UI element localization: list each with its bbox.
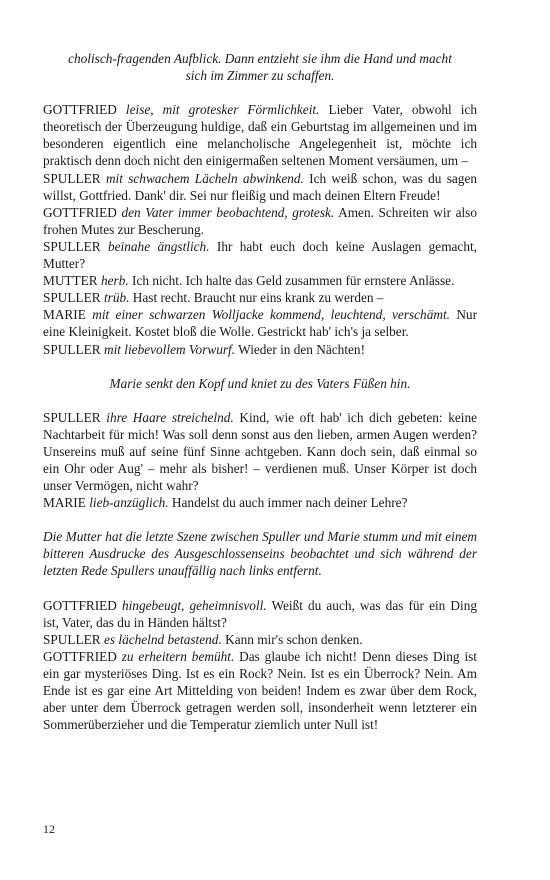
speech-block [43,238,477,272]
speaker-name: MUTTER [43,273,98,289]
speaker-name: GOTTFRIED [43,204,117,220]
speaker-name: SPULLER [43,170,101,186]
speech-block [43,101,477,169]
stage-line: cholisch-fragenden Aufblick. Dann entzieht sie ihm die Hand und macht [68,51,452,66]
speaker-name: GOTTFRIED [43,102,117,118]
speech-direction: lieb-anzüglich. [89,495,169,511]
speech-direction: beinahe ängstlich. [108,238,210,254]
stage-direction [43,50,477,84]
speech-text: Kind, wie oft hab' ich dich gebeten: keine Nachtarbeit für mich! Was soll denn sonst aus den lieben, armen Augen werden? Unsereins muß auf seine fünf Sinne achtgeben. Kann doch sein, daß einmal so ein Ohr oder Aug' – mehr als bisher! – verdienen muß. Unser Körper ist doch unser Vermögen, nicht wahr? [43,409,477,494]
speech-block [43,409,477,494]
speech-direction: den Vater immer beobachtend, grotesk. [121,204,335,220]
speech-block [43,204,477,238]
speaker-name: SPULLER [43,409,101,425]
speech-block [43,494,477,511]
speech-direction: leise, mit grotesker Förmlichkeit. [125,102,320,118]
speech-text: Nur eine Kleinigkeit. Kostet bloß die Wolle. Gestrickt hab' ich's ja selber. [43,307,478,340]
text-body [43,50,477,733]
speaker-name: GOTTFRIED [43,597,117,613]
speech-direction: mit einer schwarzen Wolljacke kommend, leuchtend, verschämt. [92,307,450,323]
speech-direction: trüb. [103,290,130,306]
speech-text: Handelst du auch immer nach deiner Lehre? [171,495,408,511]
speech-block [43,341,477,358]
stage-line: Die Mutter hat die letzte Szene zwischen Spuller und Marie stumm und mit einem bitteren Ausdrucke des Ausgeschlossenseins beobachtet und sich während der letzten Rede Spullers unauffällig nach links entfernt. [43,529,477,579]
speech-block [43,648,477,733]
speaker-name: SPULLER [43,631,101,647]
speech-text: Das glaube ich nicht! Denn dieses Ding ist ein gar mysteriöses Ding. Ist es ein Rock? Nein. Ist es ein Überrock? Nein. Am Ende ist es gar eine Art Mittelding von beiden! Indem es zwar über dem Rock, aber unter dem Überrock getragen werden soll, insonderheit wenn letzterer ein Sommerüberzieher und die Temperatur ziemlich unter Null ist! [43,648,478,733]
speech-direction: zu erheitern bemüht. [121,648,235,664]
speaker-name: MARIE [43,495,86,511]
speech-text: Ihr habt euch doch keine Auslagen gemacht, Mutter? [43,238,478,272]
speech-direction: herb. [101,273,129,289]
speaker-name: MARIE [43,307,86,323]
stage-line: sich im Zimmer zu schaffen. [185,68,335,84]
speech-text: Ich weiß schon, was du sagen willst, Gottfried. Dank' dir. Sei nur fleißig und mach deinen Eltern Freude! [43,170,478,203]
speaker-name: GOTTFRIED [43,648,117,664]
speech-text: Hast recht. Braucht nur eins krank zu werden – [132,290,384,306]
speech-direction: hingebeugt, geheimnisvoll. [121,597,267,613]
speech-text: Wieder in den Nächten! [238,341,366,357]
stage-direction [43,375,477,392]
speech-direction: mit liebevollem Vorwurf. [103,341,236,357]
speech-direction: ihre Haare streichelnd. [106,409,234,425]
speech-block [43,170,477,204]
speech-text: Amen. Schreiten wir also frohen Mutes zur Bescherung. [43,204,477,237]
speech-text: Weißt du auch, was das für ein Ding ist, Vater, das du in Händen hältst? [43,597,477,630]
speech-block [43,631,477,648]
speaker-name: SPULLER [43,341,101,357]
speech-direction: es lächelnd betastend. [103,631,222,647]
speech-text: Kann mir's schon denken. [225,631,363,647]
speaker-name: SPULLER [43,290,101,306]
speech-text: Lieber Vater, obwohl ich theoretisch der Überzeugung huldige, daß ein Geburtstag im allgemeinen und im besonderen eigentlich eine melancholische Angelegenheit ist, möchte ich praktisch denn doch nicht den einigermaßen seltenen Moment versäumen, um – [43,102,477,169]
stage-line: Marie senkt den Kopf und kniet zu des Vaters Füßen hin. [109,375,411,391]
stage-direction [43,528,477,579]
speech-block [43,272,477,289]
speech-block [43,306,477,340]
speech-block [43,289,477,306]
speech-text: Ich nicht. Ich halte das Geld zusammen für ernstere Anlässe. [132,273,455,289]
speech-direction: mit schwachem Lächeln abwinkend. [105,170,304,186]
speaker-name: SPULLER [43,238,101,254]
speech-block [43,597,477,631]
page-number: 12 [43,822,55,836]
